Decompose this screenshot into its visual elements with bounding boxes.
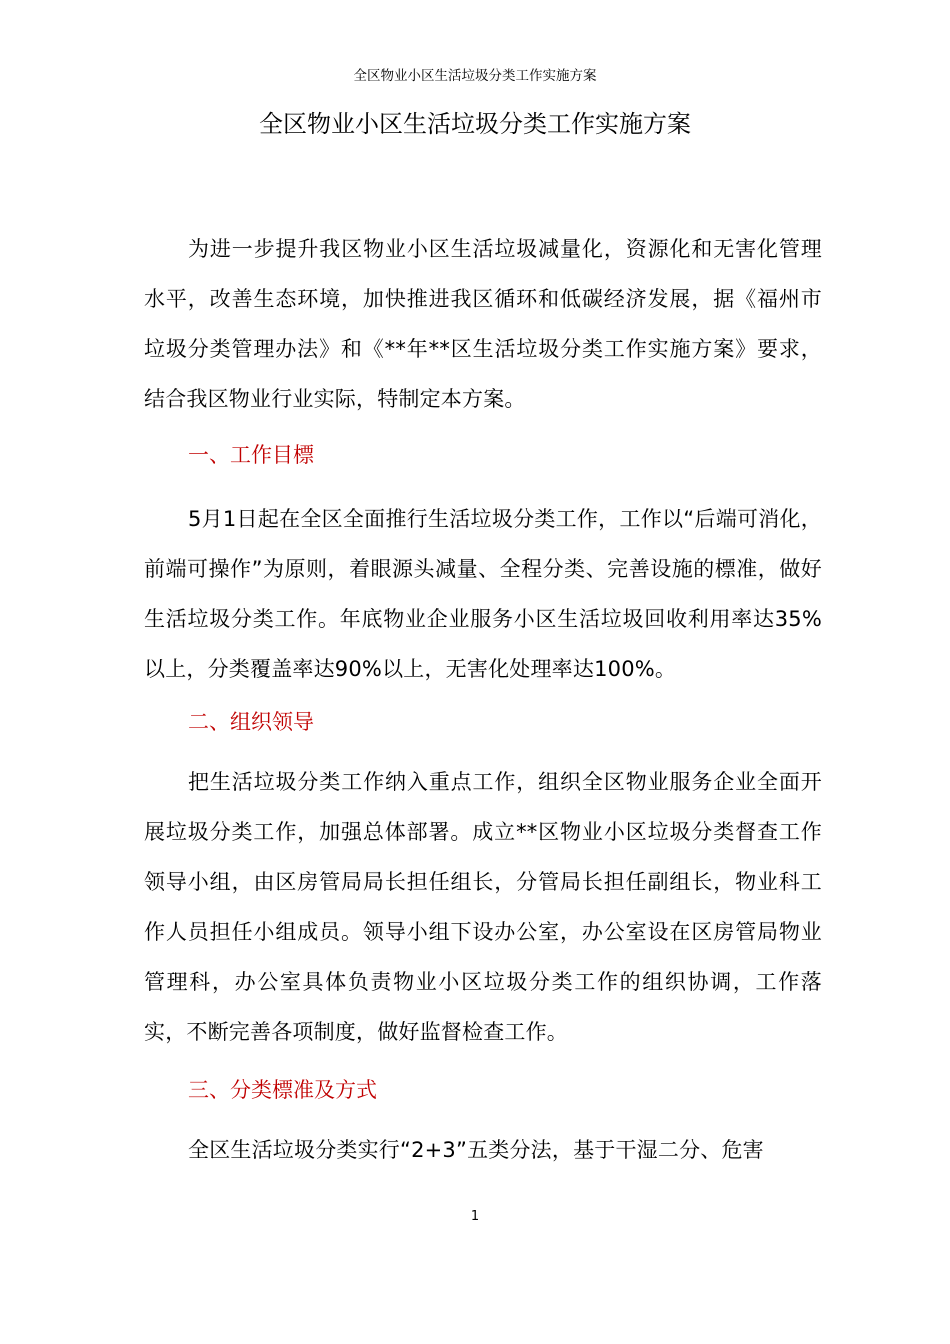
section-body-goals: 5月1日起在全区全面推行生活垃圾分类工作，工作以“后端可消化，前端可操作”为原则，着眼源头减量、全程分类、完善设施的標准，做好生活垃圾分类工作。年底物业企业服务小区生活垃圾回收利用率达35%以上，分类覆盖率达90%以上，无害化处理率达100%。	[144, 507, 822, 681]
page-number: 1	[470, 1209, 480, 1224]
section-body-leadership: 把生活垃圾分类工作纳入重点工作，组织全区物业服务企业全面开展垃圾分类工作，加强总体部署。成立**区物业小区垃圾分类督查工作领导小组，由区房管局局长担任组长，分管局长担任副组长，物业科工作人员担任小组成员。领导小组下设办公室，办公室设在区房管局物业管理科，办公室具体负责物业小区垃圾分类工作的组织协调，工作落实，不断完善各项制度，做好监督检查工作。	[144, 770, 822, 1044]
intro-paragraph: 为进一步提升我区物业小区生活垃圾减量化，资源化和无害化管理水平，改善生态环境，加快推进我区循环和低碳经济发展，据《福州市垃圾分类管理办法》和《**年**区生活垃圾分类工作实施方案》要求，结合我区物业行业实际，特制定本方案。	[144, 237, 822, 411]
section-heading-leadership: 二、组织领导	[188, 710, 314, 734]
section-body-standards: 全区生活垃圾分类实行“2+3”五类分法，基于干湿二分、危害	[188, 1138, 764, 1162]
running-header: 全区物业小区生活垃圾分类工作实施方案	[353, 68, 597, 84]
document-title: 全区物业小区生活垃圾分类工作实施方案	[259, 110, 691, 138]
section-heading-standards: 三、分类標准及方式	[188, 1078, 377, 1102]
section-heading-goals: 一、工作目標	[188, 443, 314, 467]
